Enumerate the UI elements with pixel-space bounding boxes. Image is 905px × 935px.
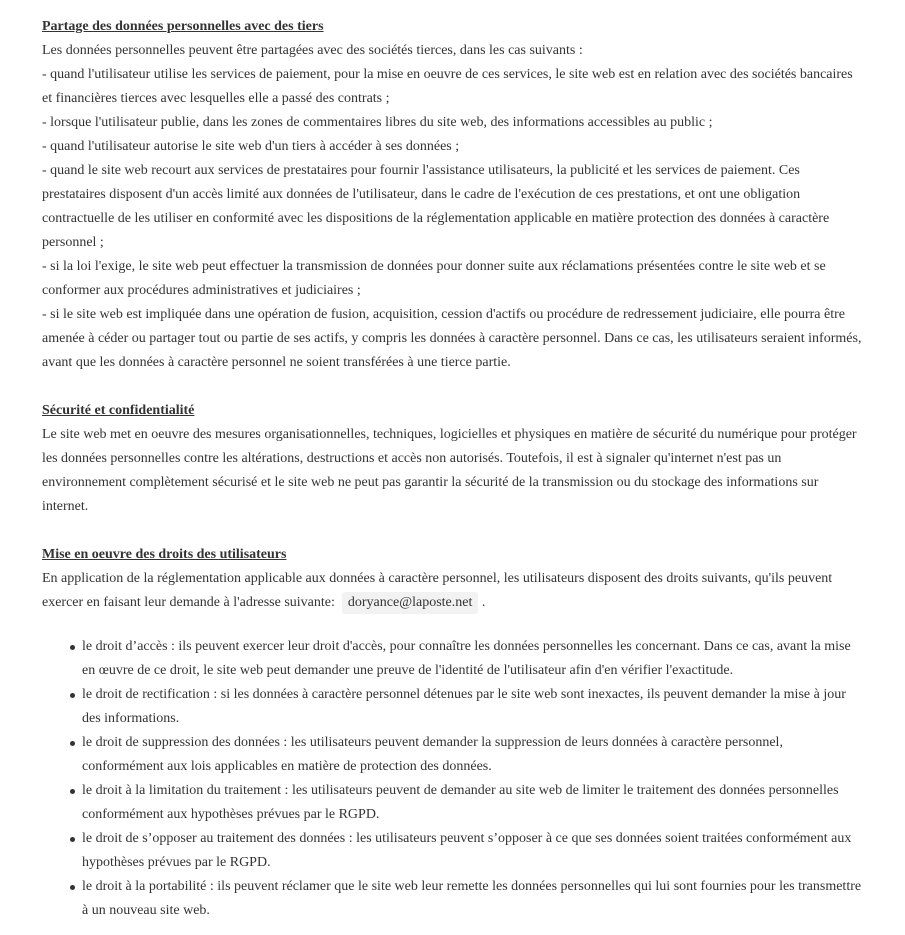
sharing-item-service-providers: - quand le site web recourt aux services de prestataires pour fournir l'assistance utilisateurs, la publicité et les services de paiement. Ces prestataires disposent d'un accès limité aux données de l'utilisateur, dans le cadre de l'exécution de ces prestations, et ont une obligation contractuelle de les utiliser en conformité avec les dispositions de la réglementation applicable en matière protection des données à caractère personnel ; <box>42 163 830 250</box>
sharing-item-payment: - quand l'utilisateur utilise les services de paiement, pour la mise en oeuvre de ces services, le site web est en relation avec des sociétés bancaires et financières tierces avec lesquelles elle a passé des contrats ; <box>42 67 853 106</box>
sharing-item-third-party-access: - quand l'utilisateur autorise le site web d'un tiers à accéder à ses données ; <box>42 139 460 154</box>
rights-list <box>42 635 865 923</box>
section-title-rights: Mise en oeuvre des droits des utilisateurs <box>42 547 287 562</box>
list-item <box>82 683 865 731</box>
section-title-security: Sécurité et confidentialité <box>42 403 195 418</box>
bullet-icon <box>70 837 75 842</box>
section-spacer <box>42 519 865 543</box>
rights-intro-end: . <box>481 595 486 610</box>
sharing-intro: Les données personnelles peuvent être partagées avec des sociétés tierces, dans les cas suivants : <box>42 43 583 58</box>
rights-intro <box>42 567 865 615</box>
bullet-icon <box>70 789 75 794</box>
right-portability: le droit à la portabilité : ils peuvent réclamer que le site web leur remette les données personnelles qui lui sont fournies pour les transmettre à un nouveau site web. <box>82 879 862 918</box>
sharing-item-merger: - si le site web est impliquée dans une opération de fusion, acquisition, cession d'actifs ou procédure de redressement judiciaire, elle pourra être amenée à céder ou partager tout ou partie de ses actifs, y compris les données à caractère personnel. Dans ce cas, les utilisateurs seraient informés, avant que les données à caractère personnel ne soient transférées à une tierce partie. <box>42 307 862 370</box>
section-spacer <box>42 375 865 399</box>
list-item <box>82 731 865 779</box>
bullet-icon <box>70 693 75 698</box>
list-item <box>82 827 865 875</box>
list-item <box>82 779 865 827</box>
contact-email[interactable]: doryance@laposte.net <box>342 592 478 614</box>
list-item <box>82 635 865 683</box>
right-access: le droit d’accès : ils peuvent exercer leur droit d'accès, pour connaître les données personnelles les concernant. Dans ce cas, avant la mise en œuvre de ce droit, le site web peut demander une preuve de l'identité de l'utilisateur afin d'en vérifier l'exactitude. <box>82 639 851 678</box>
bullet-icon <box>70 885 75 890</box>
section-title-sharing: Partage des données personnelles avec des tiers <box>42 19 324 34</box>
list-item <box>82 875 865 923</box>
security-body: Le site web met en oeuvre des mesures organisationnelles, techniques, logicielles et physiques en matière de sécurité du numérique pour protéger les données personnelles contre les altérations, destructions et accès non autorisés. Toutefois, il est à signaler qu'internet n'est pas un environnement complètement sécurisé et le site web ne peut pas garantir la sécurité de la transmission ou du stockage des informations sur internet. <box>42 427 857 514</box>
right-limitation: le droit à la limitation du traitement : les utilisateurs peuvent de demander au site web de limiter le traitement des données personnelles conformément aux hypothèses prévues par le RGPD. <box>82 783 839 822</box>
bullet-icon <box>70 741 75 746</box>
right-rectification: le droit de rectification : si les données à caractère personnel détenues par le site web sont inexactes, ils peuvent demander la mise à jour des informations. <box>82 687 846 726</box>
sharing-item-legal: - si la loi l'exige, le site web peut effectuer la transmission de données pour donner suite aux réclamations présentées contre le site web et se conformer aux procédures administratives et judiciaires ; <box>42 259 826 298</box>
bullet-icon <box>70 645 75 650</box>
right-objection: le droit de s’opposer au traitement des données : les utilisateurs peuvent s’opposer à ce que ses données soient traitées conformément aux hypothèses prévues par le RGPD. <box>82 831 852 870</box>
sharing-item-public-comments: - lorsque l'utilisateur publie, dans les zones de commentaires libres du site web, des informations accessibles au public ; <box>42 115 713 130</box>
rights-intro-text: En application de la réglementation applicable aux données à caractère personnel, les utilisateurs disposent des droits suivants, qu'ils peuvent exercer en faisant leur demande à l'adresse suivante: <box>42 571 833 610</box>
right-deletion: le droit de suppression des données : les utilisateurs peuvent demander la suppression de leurs données à caractère personnel, conformément aux lois applicables en matière de protection des données. <box>82 735 783 774</box>
